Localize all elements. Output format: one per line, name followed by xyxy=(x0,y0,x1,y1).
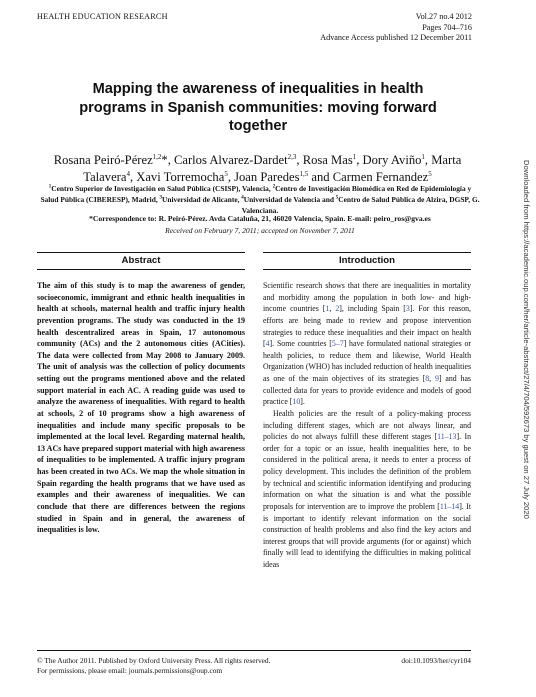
author-affiliation-marker: 1,5 xyxy=(299,169,309,178)
author-affiliation-marker: 5 xyxy=(428,169,432,178)
citation-link[interactable]: 3 xyxy=(405,304,410,314)
affiliation-marker: 5 xyxy=(335,195,339,201)
author-affiliation-marker: 1,2 xyxy=(152,152,162,161)
footer-copyright xyxy=(37,656,270,676)
author-affiliation-marker: 1 xyxy=(421,152,425,161)
citation-link[interactable]: 11–13 xyxy=(437,432,457,442)
citation-link[interactable]: 10 xyxy=(292,397,301,407)
paper-title: Mapping the awareness of inequalities in health programs in Spanish communities: moving forward together xyxy=(79,81,437,135)
citation-link[interactable]: 11–14 xyxy=(439,501,460,511)
citation-link[interactable]: 9 xyxy=(434,374,439,383)
author-affiliation-marker: 2,3 xyxy=(287,152,297,161)
correspondence: *Correspondence to: R. Peiró-Pérez. Avda Cataluña, 21, 46020 Valencia, Spain. E-mail: peiro_ros@gva.es xyxy=(89,214,431,223)
author-name: Carmen Fernandez xyxy=(332,170,429,184)
affiliation-text: Centro de Salud Pública de Alzira, DGSP, G. Valenciana. xyxy=(241,194,480,215)
author-affiliation-marker: 5 xyxy=(224,169,228,178)
introduction-heading: Introduction xyxy=(263,252,471,270)
author-name: Rosana Peiró-Pérez xyxy=(53,153,153,167)
citation-link[interactable]: 8 xyxy=(425,374,430,383)
citation-link[interactable]: 1 xyxy=(325,304,330,314)
received-dates: Received on February 7, 2011; accepted on November 7, 2011 xyxy=(165,226,355,235)
affiliation-marker: 2 xyxy=(272,184,276,190)
author-name: Joan Paredes xyxy=(234,170,300,184)
author-name: Xavi Torremocha xyxy=(136,170,225,184)
advance-access-info: Advance Access published 12 December 2011 xyxy=(320,33,472,43)
page-range: Pages 704–716 xyxy=(422,22,472,32)
citation-link[interactable]: 5–7 xyxy=(331,339,344,349)
introduction-column xyxy=(263,252,471,571)
author-name: Dory Aviño xyxy=(362,153,422,167)
author-list: Rosana Peiró-Pérez$^{1,2}$*, Carlos Alvarez-Dardet$^{2,3}$, Rosa Mas$^1$, Dory Aviño$^1$, Marta Talavera$^4$, Xavi Torremocha$^5$, Joan Paredes$^{1,5}$ and Carmen Fernandez$^5$ xyxy=(53,152,462,184)
author-name: Marta Talavera xyxy=(83,153,462,184)
abstract-body: The aim of this study is to map the awareness of gender, socioeconomic, immigrant and ethnic health inequalities in health at schools, maternal health and traffic injury health prevention programs. The study was conducted in the 19 health descentralized areas in Spain, 17 autonomous community (ACs) and the 2 autonomous cities (ACities). The data were collected from May 2008 to January 2009. The unit of analysis was the collection of policy documents setting out the programs mentioned above and the related support material in each AC. A reading guide was used to analyze the awareness of inequalities. With regard to health at schools, 2 of 10 programs show a high awareness of inequalities and include many specific proposals to be implemented at the local level. Regarding maternal health, 13 ACs have prepared support material with high awareness of inequalities to be implemented. A traffic injury program has been created in two ACs. We map the whole situation in Spain regarding the health programs that we have used as examples and their awareness of inequalities. We can conclude that there are differences between the regions studied in Spain and in general, the awareness of inequalities is low. xyxy=(37,281,245,535)
abstract-column xyxy=(37,252,245,536)
affiliation-marker: 4 xyxy=(241,195,244,201)
volume-info: Vol.27 no.4 2012 xyxy=(415,12,472,21)
affiliations xyxy=(40,184,480,216)
author-affiliation-marker: 4 xyxy=(126,169,130,178)
issue-info xyxy=(320,12,472,44)
affiliation-text: Universidad de Valencia and xyxy=(243,194,336,204)
abstract-heading: Abstract xyxy=(37,252,245,270)
introduction-paragraph: Health policies are the result of a policy-making process including different stages, which are not always linear, and policies do not always fulfill these different stages [11–13]. In order for a topic or an issue, health inequalities here, to be considered in the political arena, it needs to enter a process of policy development. This includes the definition of the problem by technical and scientific information identifying and producing information on what the situation is and what the possible proposals for intervention are to improve the problem [11–14]. It is important to identify relevant information on the social construction of health problems and also find the key actors and interest groups that will provide arguments (for or against) which finally will lead to identifying the difficulties in making political ideas xyxy=(263,408,472,569)
affiliation-text: Centro Superior de Investigación en Salud Pública (CSISP), Valencia, xyxy=(51,184,273,193)
author-name: Carlos Alvarez-Dardet xyxy=(174,153,288,167)
introduction-body xyxy=(263,280,471,571)
citation-link[interactable]: 2 xyxy=(335,304,340,314)
affiliation-text: Universidad de Alicante, xyxy=(162,194,242,204)
download-watermark: Downloaded from https://academic.oup.com/her/article-abstract/27/4/704/592673 by guest on 27 July 2020 xyxy=(522,160,531,519)
author-affiliation-marker: 1 xyxy=(352,152,357,161)
permissions-line: For permissions, please email: journals.permissions@oup.com xyxy=(37,666,223,675)
footer-divider xyxy=(37,650,471,651)
author-name: Rosa Mas xyxy=(302,153,353,167)
introduction-paragraph: Scientific research shows that there are inequalities in mortality and morbidity among the population in both low- and high-income countries [1, 2], including Spain [3]. For this reason, efforts are being made to review and propose intervention strategies to reduce these inequalities and their impact on health [4]. Some countries [5–7] have formulated national strategies or health policies, to reduce them and likewise, World Health Organization (WHO) has included reduction of health inequalities as one of the main objectives of its strategies [8, 9] and has collected data for years to provide evidence and models of good practice [10]. xyxy=(263,281,472,407)
copyright-line: © The Author 2011. Published by Oxford University Press. All rights reserved. xyxy=(37,656,271,665)
affiliation-text: Centro de Investigación Biomédica en Red de Epidemiología y Salud Pública (CIBERESP), Madrid, xyxy=(40,184,472,204)
citation-link[interactable]: 4 xyxy=(265,339,270,349)
doi: doi:10.1093/her/cyr104 xyxy=(401,656,471,665)
affiliation-marker: 3 xyxy=(159,195,163,201)
affiliation-marker: 1 xyxy=(48,184,52,190)
journal-name: HEALTH EDUCATION RESEARCH xyxy=(37,12,168,21)
